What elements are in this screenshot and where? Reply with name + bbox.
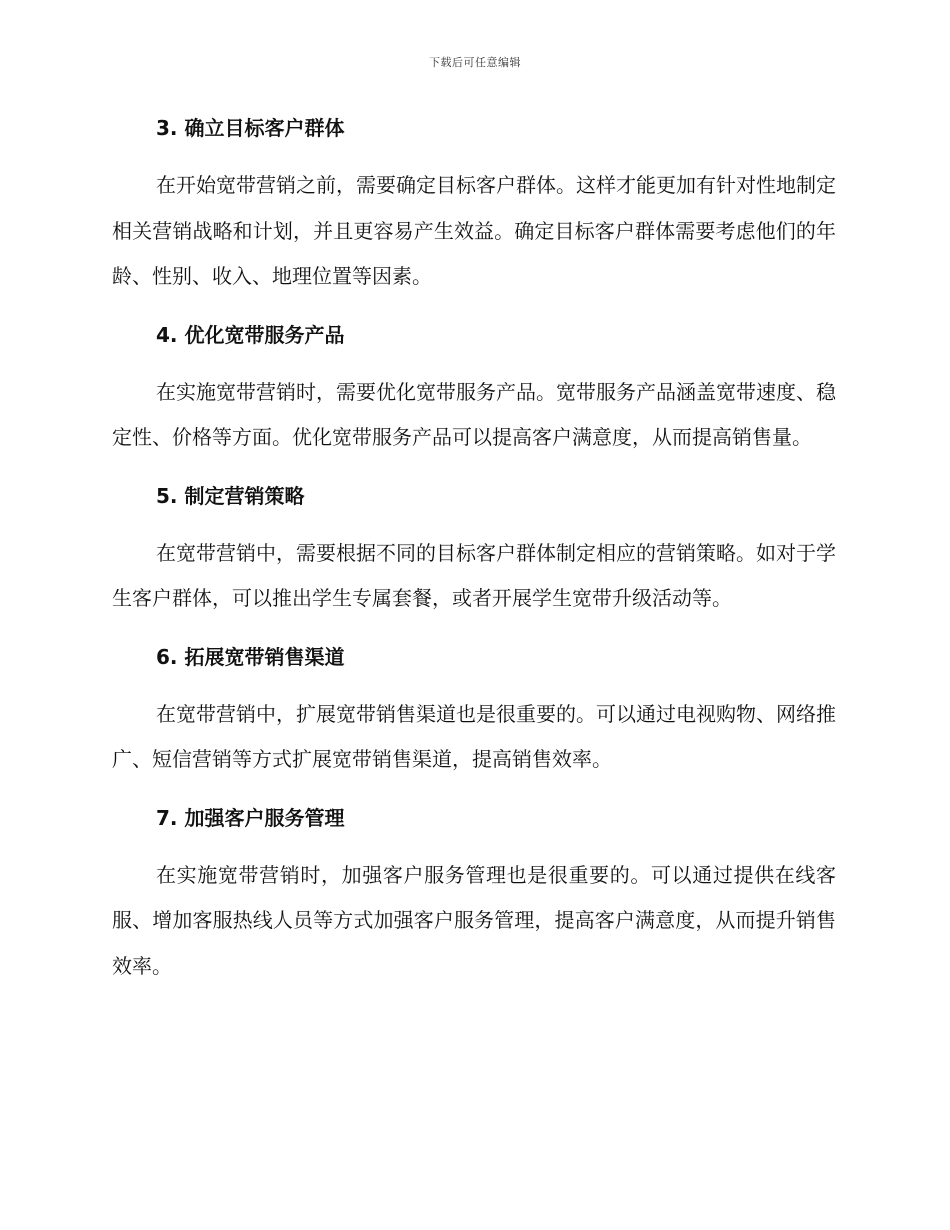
section-paragraph	[112, 692, 836, 783]
paragraph-line: 在宽带营销中，扩展宽带销售渠道也是很重要的。可以通过电视购物、	[156, 701, 776, 726]
paragraph-line: 考虑他们的年龄、性别、收入、地理位置等因素。	[112, 218, 837, 288]
section-4	[112, 319, 836, 461]
paragraph-line: 而提升销售效率。	[112, 908, 837, 978]
section-6	[112, 641, 836, 783]
section-heading: 5. 制定营销策略	[156, 483, 305, 508]
paragraph-line: 网络推广、短信营销等方式扩展宽带销售渠道，提高销售效率。	[112, 701, 836, 771]
section-5	[112, 480, 836, 622]
section-heading: 3. 确立目标客户群体	[156, 116, 345, 140]
paragraph-line: 对于学生客户群体，可以推出学生专属套餐，或者开展学生宽带升级活动	[112, 540, 836, 610]
section-7	[112, 802, 836, 990]
running-header: 下载后可任意编辑	[429, 56, 521, 69]
paragraph-line: 在实施宽带营销时，需要优化宽带服务产品。宽带服务产品涵盖宽带速	[156, 379, 776, 404]
section-paragraph	[112, 853, 836, 990]
section-heading: 4. 优化宽带服务产品	[156, 322, 345, 347]
paragraph-line: 高销售量。	[712, 425, 812, 449]
paragraph-line: 地制定相关营销战略和计划，并且更容易产生效益。确定目标客户群体需要	[112, 173, 836, 243]
paragraph-line: 在实施宽带营销时，加强客户服务管理也是很重要的。可以通过提供在	[156, 862, 796, 887]
section-paragraph	[112, 531, 836, 622]
section-heading: 7. 加强客户服务管理	[156, 805, 345, 830]
paragraph-line: 在宽带营销中，需要根据不同的目标客户群体制定相应的营销策略。如	[156, 540, 776, 565]
paragraph-line: 在开始宽带营销之前，需要确定目标客户群体。这样才能更加有针对性	[156, 173, 776, 197]
section-3	[112, 112, 836, 300]
section-paragraph	[112, 370, 836, 461]
section-paragraph	[112, 163, 836, 300]
document-body	[112, 112, 836, 1008]
paragraph-line: 度、稳定性、价格等方面。优化宽带服务产品可以提高客户满意度，从而提	[112, 379, 836, 449]
section-heading: 6. 拓展宽带销售渠道	[156, 644, 345, 669]
paragraph-line: 线客服、增加客服热线人员等方式加强客户服务管理，提高客户满意度，从	[112, 862, 836, 932]
paragraph-line: 等。	[692, 586, 732, 610]
